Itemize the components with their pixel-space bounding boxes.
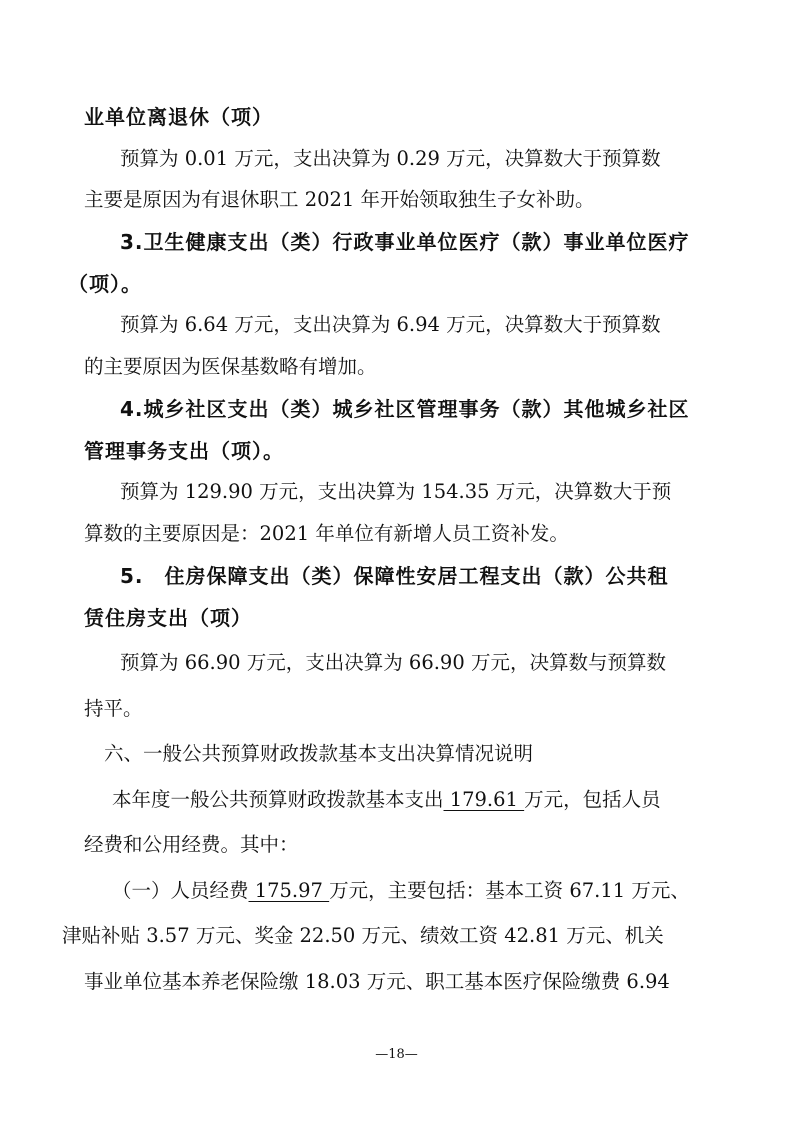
heading-housing: 5. 住房保障支出（类）保障性安居工程支出（款）公共租 (120, 564, 669, 588)
heading-community-cont: 管理事务支出（项）。 (84, 439, 284, 463)
page-number: —18— (375, 1047, 418, 1062)
heading-retirement-cont: 业单位离退休（项） (84, 105, 273, 129)
underlined-amount: 179.61 (443, 788, 525, 811)
text-span: 万元，主要包括：基本工资 67.11 万元、 (329, 879, 690, 902)
text-span: （一）人员经费 (112, 879, 249, 902)
paragraph-line: 预算为 129.90 万元，支出决算为 154.35 万元，决算数大于预 (120, 480, 672, 503)
paragraph-line: 经费和公用经费。其中： (84, 833, 299, 856)
paragraph-line: 持平。 (84, 697, 143, 720)
heading-health: 3.卫生健康支出（类）行政事业单位医疗（款）事业单位医疗 (120, 230, 690, 254)
paragraph-line: 主要是原因为有退休职工 2021 年开始领取独生子女补助。 (84, 188, 595, 211)
underlined-amount: 175.97 (248, 879, 330, 902)
paragraph-line: 预算为 66.90 万元，支出决算为 66.90 万元，决算数与预算数 (120, 651, 666, 674)
section-heading-six: 六、一般公共预算财政拨款基本支出决算情况说明 (104, 742, 534, 765)
text-span: 万元，包括人员 (524, 788, 661, 811)
heading-health-cont: （项）。 (68, 272, 142, 296)
paragraph-line: 津贴补贴 3.57 万元、奖金 22.50 万元、绩效工资 42.81 万元、机关 (62, 924, 664, 947)
paragraph-line: 预算为 6.64 万元，支出决算为 6.94 万元，决算数大于预算数 (120, 313, 661, 336)
paragraph-line-personnel (112, 877, 690, 905)
paragraph-line-basic-exp (112, 786, 661, 814)
paragraph-line: 事业单位基本养老保险缴 18.03 万元、职工基本医疗保险缴费 6.94 (84, 970, 670, 993)
text-span: 本年度一般公共预算财政拨款基本支出 (112, 788, 444, 811)
paragraph-line: 预算为 0.01 万元，支出决算为 0.29 万元，决算数大于预算数 (120, 147, 661, 170)
paragraph-line: 算数的主要原因是：2021 年单位有新增人员工资补发。 (84, 522, 569, 545)
paragraph-line: 的主要原因为医保基数略有增加。 (84, 355, 377, 378)
heading-community: 4.城乡社区支出（类）城乡社区管理事务（款）其他城乡社区 (120, 397, 690, 421)
heading-housing-cont: 赁住房支出（项） (84, 606, 252, 630)
